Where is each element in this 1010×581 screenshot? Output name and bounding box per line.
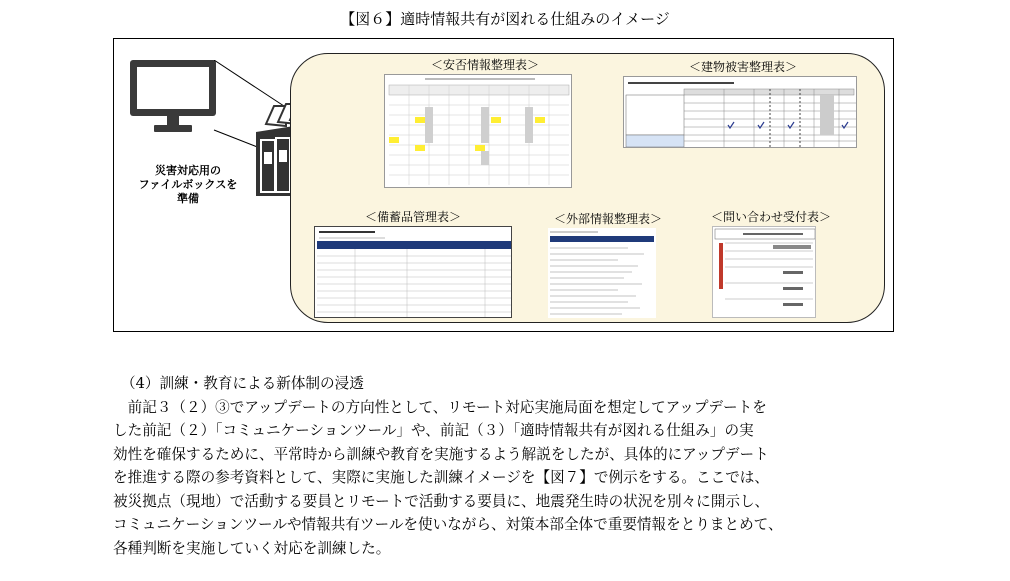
safety-sheet-thumbnail [384,74,572,188]
paragraph-line-5: 被災拠点（現地）で活動する要員とリモートで活動する要員に、地震発生時の状況を別々に開示し、 [113,492,770,510]
paragraph-line-7: 各種判断を実施していく対応を訓練した。 [113,539,391,557]
filebox-caption-line-2: ファイルボックスを [138,178,238,191]
paragraph-line-3: 効性を確保するために、平常時から訓練や教育を実施するよう解説をしたが、具体的にアップデート [113,445,769,463]
figure-title: 【図６】適時情報共有が図れる仕組みのイメージ [340,10,670,28]
filebox-caption-line-1: 災害対応用の [155,164,221,177]
paragraph-line-1: 前記３（２）③でアップデートの方向性として、リモート対応実施局面を想定してアップデートを [127,398,767,416]
stock-sheet-thumbnail [314,226,512,318]
paragraph-line-2: した前記（２）「コミュニケーションツール」や、前記（３）「適時情報共有が図れる仕組み」の実 [113,422,754,439]
inquiry-sheet-label: ＜問い合わせ受付表＞ [710,210,831,224]
inquiry-sheet-thumbnail [712,226,816,318]
paragraph-line-6: コミュニケーションツールや情報共有ツールを使いながら、対策本部全体で重要情報をとりまとめて、 [113,516,783,533]
section-heading: （4）訓練・教育による新体制の浸透 [121,375,364,392]
filebox-caption-line-3: 準備 [177,192,199,205]
damage-sheet-thumbnail [623,76,857,148]
section-body [113,372,903,560]
damage-sheet-label: ＜建物被害整理表＞ [688,60,797,74]
stock-sheet-label: ＜備蓄品管理表＞ [364,210,461,224]
external-sheet-thumbnail [548,228,656,318]
filebox-caption [118,164,258,206]
external-sheet-label: ＜外部情報整理表＞ [553,212,662,226]
safety-sheet-label: ＜安否情報整理表＞ [430,58,539,72]
paragraph-line-4: を推進する際の参考資料として、実際に実施した訓練イメージを【図７】で例示をする。ここでは、 [113,469,769,486]
